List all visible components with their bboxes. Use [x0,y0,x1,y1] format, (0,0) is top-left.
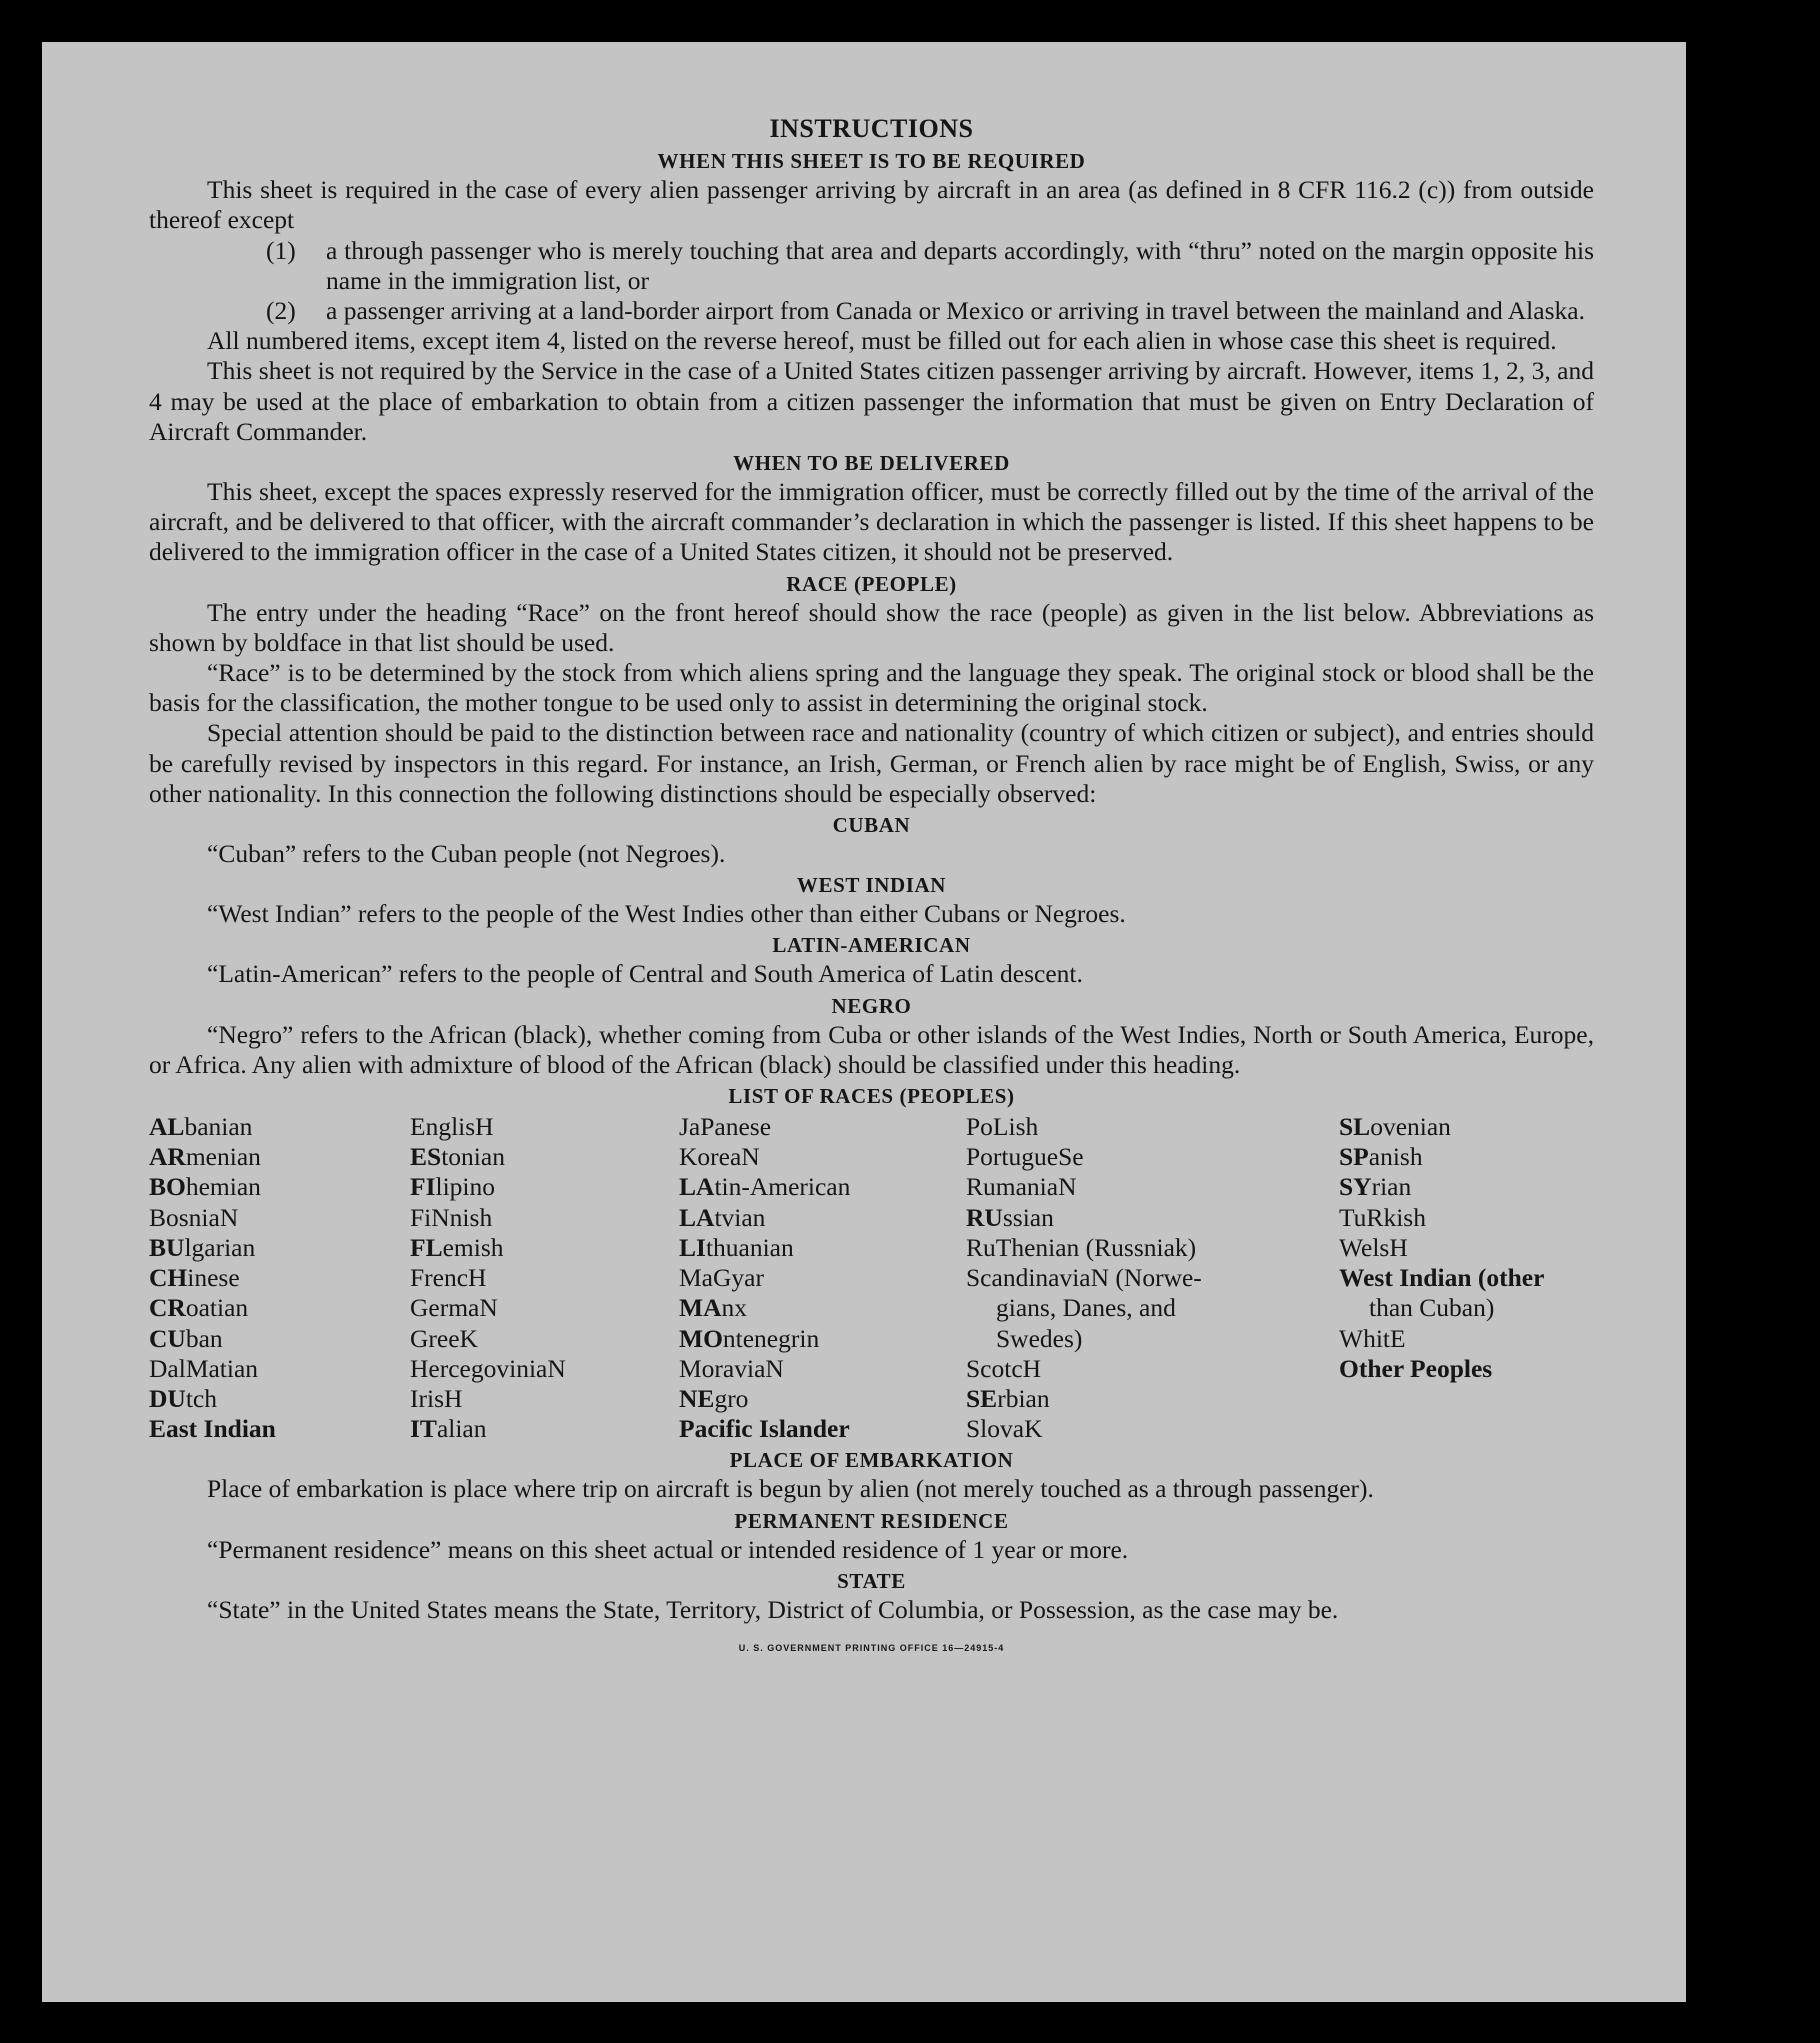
document-body [149,114,1594,1663]
exception-text-2: a passenger arriving at a land-border airport from Canada or Mexico or arriving in travel between the mainland and Alaska. [326,296,1585,326]
race-entry: RumaniaN [966,1172,1077,1202]
race-entry-continuation: gians, Danes, and [996,1293,1176,1323]
race-entry: CUban [149,1323,223,1353]
exception-item-1 [149,236,1594,296]
race-entry: WhitE [1339,1323,1406,1353]
race-entry: ALbanian [149,1112,253,1142]
race-entry: LAtvian [679,1202,766,1232]
races-list [149,1112,1594,1444]
race-entry: CHinese [149,1263,240,1293]
race-entry: BUlgarian [149,1232,256,1262]
race-entry: MAnx [679,1293,747,1323]
race-entry: SlovaK [966,1414,1043,1444]
race-entry: ARmenian [149,1142,261,1172]
race-entry: FLemish [410,1232,504,1262]
races-column-5 [1339,1112,1594,1444]
races-column-4 [966,1112,1339,1444]
race-entry: FrencH [410,1263,487,1293]
heading-race: RACE (PEOPLE) [786,571,957,596]
race-entry: PoLish [966,1112,1039,1142]
exception-number-2: (2) [266,296,296,326]
paragraph-latin-american: “Latin-American” refers to the people of Central and South America of Latin descent. [207,959,1083,989]
heading-when-delivered: WHEN TO BE DELIVERED [733,451,1010,476]
exception-item-2 [149,296,1594,326]
race-entry: SErbian [966,1383,1050,1413]
heading-cuban: CUBAN [832,813,911,838]
race-entry: PortugueSe [966,1142,1084,1172]
exception-text-1: a through passenger who is merely touching that area and departs accordingly, with “thru” noted on the margin opposite his name in the immigration list, or [326,235,1594,295]
race-entry: IrisH [410,1383,463,1413]
printing-office-imprint: U. S. GOVERNMENT PRINTING OFFICE 16—24915-4 [738,1642,1005,1653]
race-entry: EStonian [410,1142,505,1172]
paragraph-negro: “Negro” refers to the African (black), whether coming from Cuba or other islands of the West Indies, North or South America, Europe, or Africa. Any alien with admixture of blood of the African (black) should be classified under this heading. [149,1019,1594,1079]
race-entry: CRoatian [149,1293,249,1323]
heading-state: STATE [837,1568,906,1593]
race-entry: KoreaN [679,1142,760,1172]
race-entry: FiNnish [410,1202,493,1232]
paragraph-delivery: This sheet, except the spaces expressly reserved for the immigration officer, must be correctly filled out by the time of the arrival of the aircraft, and be delivered to that officer, with the aircraft commander’s declaration in which the passenger is listed. If this sheet happens to be delivered to the immigration officer in the case of a United States citizen, it should not be preserved. [149,477,1594,567]
heading-latin-american: LATIN-AMERICAN [772,933,971,958]
heading-west-indian: WEST INDIAN [796,873,947,898]
paragraph-race-definition: “Race” is to be determined by the stock from which aliens spring and the language they speak. The original stock or blood shall be the basis for the classification, the mother tongue to be used only to assist in determining the original stock. [149,658,1594,718]
race-entry: West Indian (other [1339,1263,1545,1293]
race-entry: LAtin-American [679,1172,851,1202]
heading-permanent-residence: PERMANENT RESIDENCE [734,1508,1009,1533]
race-entry: East Indian [149,1414,276,1444]
heading-place-of-embarkation: PLACE OF EMBARKATION [729,1448,1014,1473]
paragraph-state: “State” in the United States means the State, Territory, District of Columbia, or Possession, as the case may be. [207,1594,1339,1624]
races-column-1 [149,1112,410,1444]
race-entry: MaGyar [679,1263,764,1293]
paragraph-race-entry: The entry under the heading “Race” on the front hereof should show the race (people) as given in the list below. Abbreviations as shown by boldface in that list should be used. [149,597,1594,657]
paragraph-embarkation: Place of embarkation is place where trip on aircraft is begun by alien (not merely touched as a through passenger). [207,1474,1374,1504]
heading-when-required: WHEN THIS SHEET IS TO BE REQUIRED [657,149,1086,174]
race-entry: Other Peoples [1339,1353,1493,1383]
race-entry: ITalian [410,1414,487,1444]
race-entry: WelsH [1339,1232,1408,1262]
race-entry: GermaN [410,1293,498,1323]
race-entry: DUtch [149,1383,217,1413]
race-entry: RuThenian (Russniak) [966,1232,1197,1262]
race-entry: ScandinaviaN (Norwe- [966,1263,1202,1293]
paragraph-race-nationality: Special attention should be paid to the distinction between race and nationality (country of which citizen or subject), and entries should be carefully revised by inspectors in this regard. For instance, an Irish, German, or French alien by race might be of English, Swiss, or any other nationality. In this connection the following distinctions should be especially observed: [149,718,1594,808]
paragraph-numbered-items: All numbered items, except item 4, listed on the reverse hereof, must be filled out for each alien in whose case this sheet is required. [207,326,1557,356]
race-entry-continuation: than Cuban) [1369,1293,1495,1323]
document-page [42,42,1686,2002]
race-entry: RUssian [966,1202,1054,1232]
race-entry: HercegoviniaN [410,1353,566,1383]
race-entry: DalMatian [149,1353,259,1383]
exception-number-1: (1) [266,235,296,265]
heading-list-of-races: LIST OF RACES (PEOPLES) [728,1084,1015,1109]
paragraph-cuban: “Cuban” refers to the Cuban people (not Negroes). [207,839,726,869]
paragraph-west-indian: “West Indian” refers to the people of the West Indies other than either Cubans or Negroes. [207,899,1126,929]
paragraph-required: This sheet is required in the case of every alien passenger arriving by aircraft in an area (as defined in 8 CFR 116.2 (c)) from outside thereof except [149,175,1594,235]
race-entry: SPanish [1339,1142,1423,1172]
race-entry: SLovenian [1339,1112,1451,1142]
race-entry: EnglisH [410,1112,494,1142]
race-entry: Pacific Islander [679,1414,850,1444]
heading-negro: NEGRO [831,993,912,1018]
paragraph-citizen: This sheet is not required by the Service in the case of a United States citizen passenger arriving by aircraft. However, items 1, 2, 3, and 4 may be used at the place of embarkation to obtain from a citizen passenger the information that must be given on Entry Declaration of Aircraft Commander. [149,356,1594,446]
races-column-2 [410,1112,679,1444]
race-entry: NEgro [679,1383,749,1413]
race-entry: BOhemian [149,1172,261,1202]
page-title: INSTRUCTIONS [769,114,974,143]
race-entry: GreeK [410,1323,478,1353]
races-column-3 [679,1112,966,1444]
race-entry: FIlipino [410,1172,496,1202]
race-entry: LIthuanian [679,1232,794,1262]
race-entry: MOntenegrin [679,1323,820,1353]
race-entry: SYrian [1339,1172,1412,1202]
race-entry: BosniaN [149,1202,239,1232]
paragraph-residence: “Permanent residence” means on this sheet actual or intended residence of 1 year or more. [207,1534,1129,1564]
race-entry-continuation: Swedes) [996,1323,1083,1353]
race-entry: JaPanese [679,1112,772,1142]
race-entry: ScotcH [966,1353,1042,1383]
race-entry: TuRkish [1339,1202,1426,1232]
race-entry: MoraviaN [679,1353,784,1383]
